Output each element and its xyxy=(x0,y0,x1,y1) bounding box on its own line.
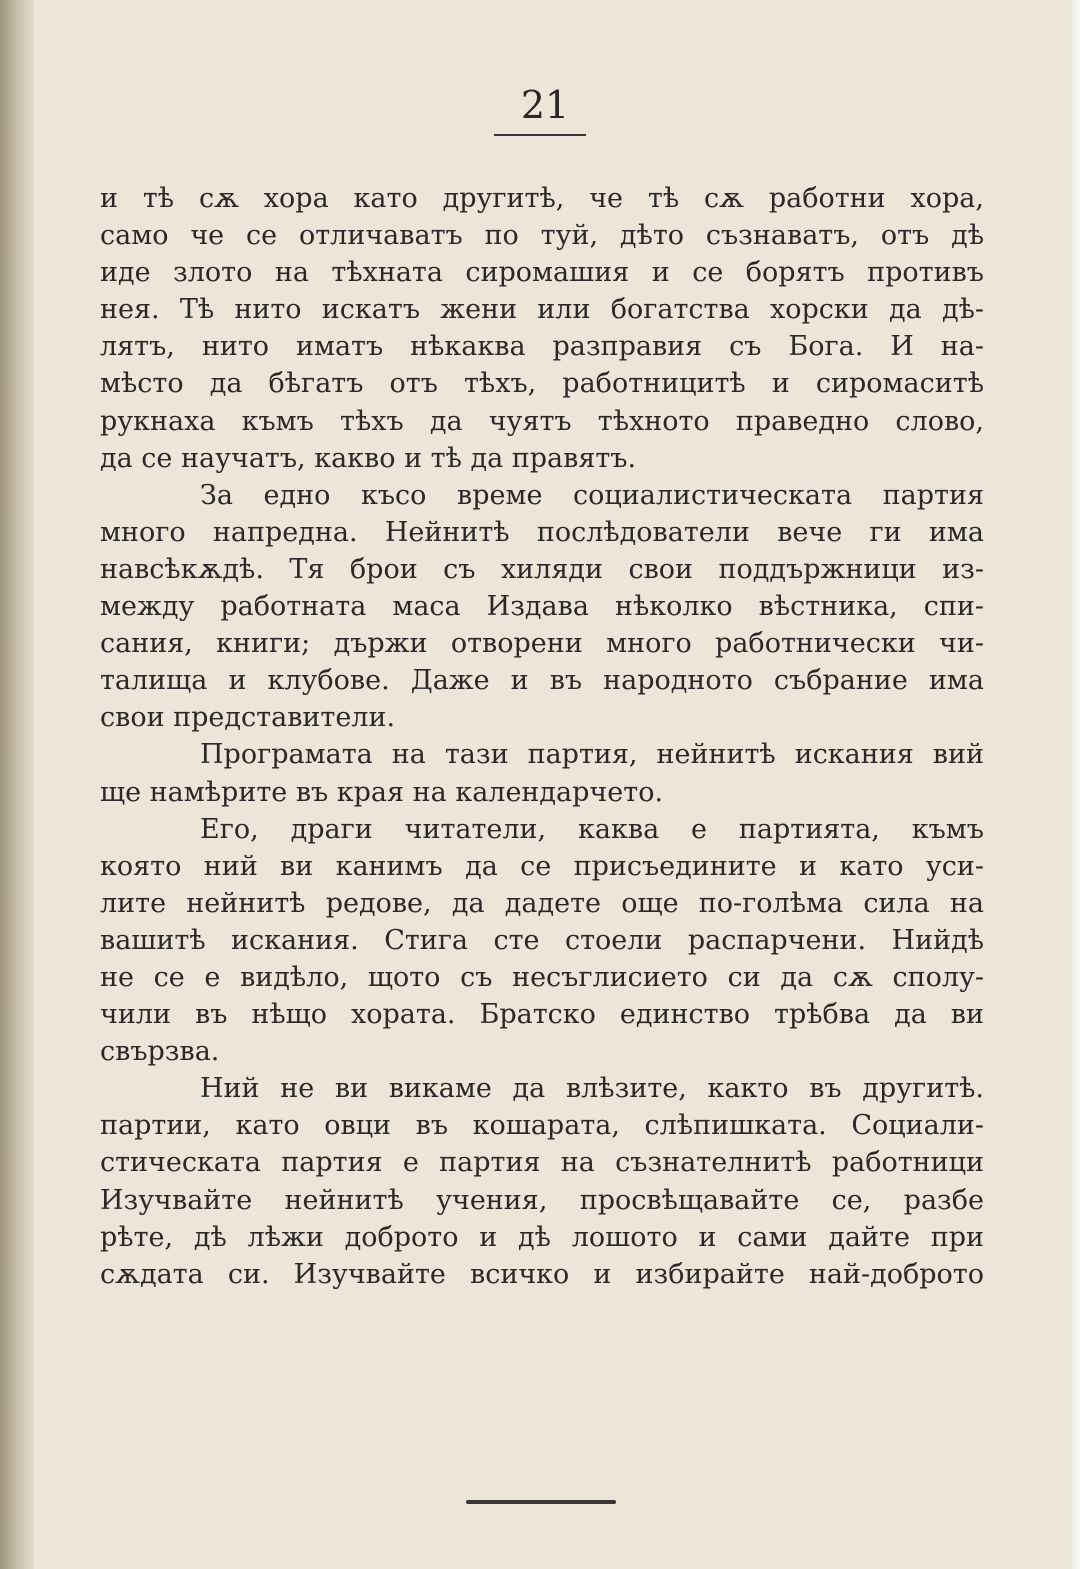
page-spine-shadow xyxy=(0,0,34,1569)
text-line: За едно късо време социалистическата партия xyxy=(200,479,984,511)
text-line: сания, книги; държи отворени много работнически чи- xyxy=(100,628,984,660)
text-line: между работната маса Издава нѣколко вѣстника, спи- xyxy=(100,591,984,623)
text-line: рукнаха къмъ тѣхъ да чуятъ тѣхното праведно слово, xyxy=(100,405,984,437)
text-line: Его, драги читатели, каква е партията, къмъ xyxy=(200,813,984,845)
text-line: лятъ, нито иматъ нѣкаква разправия съ Бога. И на- xyxy=(100,331,984,363)
bottom-rule xyxy=(466,1500,616,1504)
text-line: свои представители. xyxy=(100,702,396,734)
text-line: свързва. xyxy=(100,1036,220,1068)
text-line: Програмата на тази партия, нейнитѣ искания вий xyxy=(200,739,984,771)
text-line: Ний не ви викаме да влѣзите, както въ другитѣ. xyxy=(200,1073,984,1105)
text-line: навсѣкѫдѣ. Тя брои съ хиляди свои поддържници из- xyxy=(100,553,984,585)
text-line: рѣте, дѣ лѣжи доброто и дѣ лошото и сами дайте при xyxy=(100,1221,984,1253)
page-number: 21 xyxy=(520,83,570,127)
page-number-rule xyxy=(494,134,586,136)
text-line: Изучвайте нейнитѣ учения, просвѣщавайте се, разбе xyxy=(100,1184,984,1216)
body-text xyxy=(100,180,984,1293)
text-line: талища и клубове. Даже и въ народното събрание има xyxy=(100,665,984,697)
text-line: само че се отличаватъ по туй, дѣто съзнаватъ, отъ дѣ xyxy=(100,220,984,252)
text-line: ще намѣрите въ края на календарчето. xyxy=(100,776,664,808)
text-line: много напредна. Нейнитѣ послѣдователи вече ги има xyxy=(100,516,984,548)
text-line: партии, като овци въ кошарата, слѣпишката. Социали- xyxy=(100,1110,984,1142)
text-line: която ний ви канимъ да се присъедините и като уси- xyxy=(100,850,984,882)
text-line: иде злото на тѣхната сиромашия и се борятъ противъ xyxy=(100,257,984,289)
text-line: стическата партия е партия на съзнателнитѣ работници xyxy=(100,1147,984,1179)
text-line: нея. Тѣ нито искатъ жени или богатства хорски да дѣ- xyxy=(100,294,984,326)
text-line: сѫдата си. Изучвайте всичко и избирайте най-доброто xyxy=(100,1258,984,1290)
text-line: мѣсто да бѣгатъ отъ тѣхъ, работницитѣ и сиромаситѣ xyxy=(100,368,984,400)
page-edge xyxy=(1072,0,1080,1569)
text-line: не се е видѣло, щото съ несъглисието си да сѫ сполу- xyxy=(100,961,984,993)
text-line: чили въ нѣщо хората. Братско единство трѣбва да ви xyxy=(100,999,984,1031)
text-line: вашитѣ искания. Стига сте стоели распарчени. Нийдѣ xyxy=(100,924,984,956)
text-line: и тѣ сѫ хора като другитѣ, че тѣ сѫ работни хора, xyxy=(100,183,984,214)
text-line: лите нейнитѣ редове, да дадете още по-голѣма сила на xyxy=(100,887,984,919)
text-line: да се научатъ, какво и тѣ да правятъ. xyxy=(100,442,637,474)
